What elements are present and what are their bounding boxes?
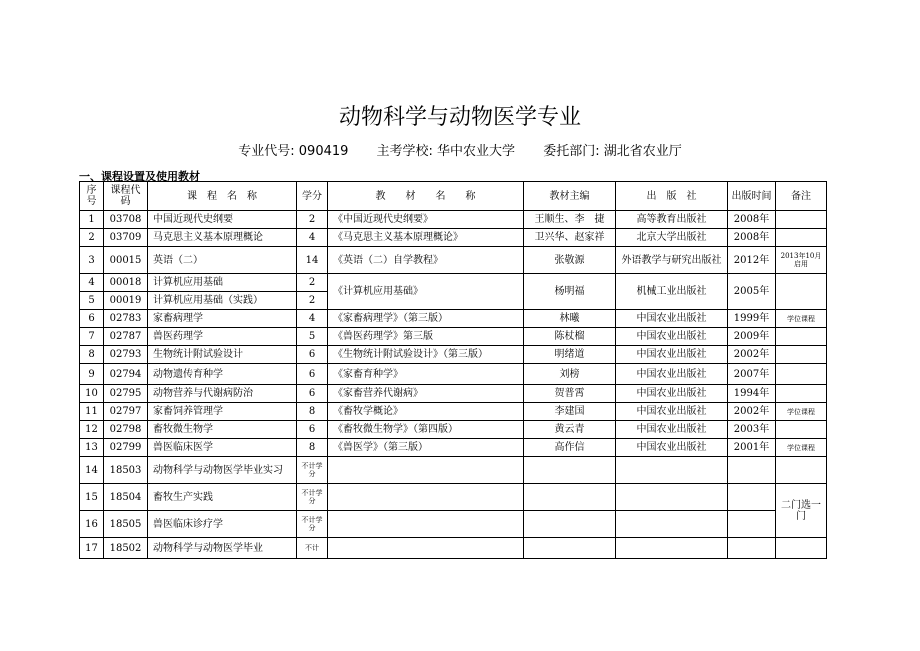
cell-credit: 14 bbox=[297, 247, 328, 274]
cell-code: 02783 bbox=[104, 310, 148, 328]
cell-course: 马克思主义基本原理概论 bbox=[148, 229, 297, 247]
cell-no: 7 bbox=[80, 328, 104, 346]
major-code: 专业代号: 090419 bbox=[238, 144, 349, 159]
cell-publisher: 中国农业出版社 bbox=[616, 364, 728, 385]
cell-course: 计算机应用基础（实践） bbox=[148, 292, 297, 310]
header-course: 课 程 名 称 bbox=[148, 182, 297, 211]
cell-course: 动物遗传育种学 bbox=[148, 364, 297, 385]
page-title: 动物科学与动物医学专业 bbox=[338, 105, 581, 130]
cell-course: 畜牧生产实践 bbox=[148, 484, 297, 511]
cell-course: 计算机应用基础 bbox=[148, 274, 297, 292]
cell-editor: 明绪道 bbox=[524, 346, 616, 364]
cell-publisher: 机械工业出版社 bbox=[616, 274, 728, 310]
header-year: 出版时间 bbox=[728, 182, 776, 211]
cell-course: 中国近现代史纲要 bbox=[148, 211, 297, 229]
table-row bbox=[80, 511, 827, 538]
cell-credit: 不计学分 bbox=[297, 511, 328, 538]
cell-code: 03709 bbox=[104, 229, 148, 247]
cell-year: 2008年 bbox=[728, 229, 776, 247]
cell-publisher: 中国农业出版社 bbox=[616, 328, 728, 346]
cell-book: 《畜牧微生物学》（第四版） bbox=[328, 421, 524, 439]
cell-book: 《兽医药理学》第三版 bbox=[328, 328, 524, 346]
header-note: 备注 bbox=[776, 182, 827, 211]
cell-year bbox=[728, 457, 776, 484]
cell-code: 02799 bbox=[104, 439, 148, 457]
header-code: 课程代码 bbox=[104, 182, 148, 211]
cell-no: 9 bbox=[80, 364, 104, 385]
cell-editor: 黄云青 bbox=[524, 421, 616, 439]
cell-credit: 2 bbox=[297, 274, 328, 292]
cell-note: 学位课程 bbox=[776, 439, 827, 457]
cell-credit: 6 bbox=[297, 421, 328, 439]
cell-code: 18504 bbox=[104, 484, 148, 511]
cell-note bbox=[776, 457, 827, 484]
cell-year: 2012年 bbox=[728, 247, 776, 274]
cell-code: 02798 bbox=[104, 421, 148, 439]
cell-code: 18503 bbox=[104, 457, 148, 484]
cell-editor: 杨明福 bbox=[524, 274, 616, 310]
cell-note bbox=[776, 274, 827, 310]
cell-code: 00015 bbox=[104, 247, 148, 274]
cell-year: 2005年 bbox=[728, 274, 776, 310]
cell-credit: 5 bbox=[297, 328, 328, 346]
cell-no: 12 bbox=[80, 421, 104, 439]
cell-year: 2002年 bbox=[728, 403, 776, 421]
cell-note bbox=[776, 364, 827, 385]
cell-no: 14 bbox=[80, 457, 104, 484]
table-row bbox=[80, 274, 827, 292]
cell-year: 2007年 bbox=[728, 364, 776, 385]
cell-publisher: 高等教育出版社 bbox=[616, 211, 728, 229]
cell-editor bbox=[524, 457, 616, 484]
cell-credit: 6 bbox=[297, 364, 328, 385]
cell-no: 10 bbox=[80, 385, 104, 403]
cell-credit: 8 bbox=[297, 403, 328, 421]
cell-note bbox=[776, 346, 827, 364]
course-table bbox=[79, 181, 827, 559]
host-school: 主考学校: 华中农业大学 bbox=[376, 144, 516, 159]
cell-course: 兽医临床诊疗学 bbox=[148, 511, 297, 538]
cell-course: 动物营养与代谢病防治 bbox=[148, 385, 297, 403]
header-no: 序号 bbox=[80, 182, 104, 211]
cell-credit: 不计 bbox=[297, 538, 328, 559]
cell-code: 02797 bbox=[104, 403, 148, 421]
cell-code: 00019 bbox=[104, 292, 148, 310]
table-row bbox=[80, 484, 827, 511]
cell-book: 《英语（二）自学教程》 bbox=[328, 247, 524, 274]
entrusting-dept: 委托部门: 湖北省农业厅 bbox=[543, 144, 682, 159]
cell-no: 15 bbox=[80, 484, 104, 511]
cell-book: 《马克思主义基本原理概论》 bbox=[328, 229, 524, 247]
cell-book: 《家畜育种学》 bbox=[328, 364, 524, 385]
cell-credit: 4 bbox=[297, 229, 328, 247]
cell-year bbox=[728, 484, 776, 511]
cell-year: 2002年 bbox=[728, 346, 776, 364]
cell-no: 3 bbox=[80, 247, 104, 274]
cell-no: 6 bbox=[80, 310, 104, 328]
table-row bbox=[80, 385, 827, 403]
cell-course: 兽医药理学 bbox=[148, 328, 297, 346]
cell-book bbox=[328, 538, 524, 559]
cell-year bbox=[728, 511, 776, 538]
cell-no: 1 bbox=[80, 211, 104, 229]
cell-no: 13 bbox=[80, 439, 104, 457]
cell-publisher: 中国农业出版社 bbox=[616, 403, 728, 421]
cell-book bbox=[328, 457, 524, 484]
cell-code: 02787 bbox=[104, 328, 148, 346]
cell-editor: 陈杖榴 bbox=[524, 328, 616, 346]
cell-note bbox=[776, 328, 827, 346]
header-publisher: 出 版 社 bbox=[616, 182, 728, 211]
cell-credit: 2 bbox=[297, 211, 328, 229]
cell-course: 动物科学与动物医学毕业实习 bbox=[148, 457, 297, 484]
cell-editor: 李建国 bbox=[524, 403, 616, 421]
cell-publisher bbox=[616, 457, 728, 484]
cell-year: 2009年 bbox=[728, 328, 776, 346]
table-row bbox=[80, 403, 827, 421]
header-book: 教 材 名 称 bbox=[328, 182, 524, 211]
cell-publisher: 中国农业出版社 bbox=[616, 346, 728, 364]
cell-year: 1994年 bbox=[728, 385, 776, 403]
cell-no: 17 bbox=[80, 538, 104, 559]
cell-credit: 4 bbox=[297, 310, 328, 328]
cell-code: 00018 bbox=[104, 274, 148, 292]
cell-editor: 林曦 bbox=[524, 310, 616, 328]
table-row bbox=[80, 439, 827, 457]
cell-course: 英语（二） bbox=[148, 247, 297, 274]
cell-editor bbox=[524, 484, 616, 511]
cell-note: 2013年10月启用 bbox=[776, 247, 827, 274]
cell-credit: 6 bbox=[297, 346, 328, 364]
cell-code: 18505 bbox=[104, 511, 148, 538]
cell-book bbox=[328, 511, 524, 538]
header-editor: 教材主编 bbox=[524, 182, 616, 211]
cell-code: 02794 bbox=[104, 364, 148, 385]
table-row bbox=[80, 211, 827, 229]
cell-year: 1999年 bbox=[728, 310, 776, 328]
cell-year bbox=[728, 538, 776, 559]
cell-no: 5 bbox=[80, 292, 104, 310]
cell-year: 2008年 bbox=[728, 211, 776, 229]
cell-course: 畜牧微生物学 bbox=[148, 421, 297, 439]
cell-note: 学位课程 bbox=[776, 310, 827, 328]
cell-book: 《家畜病理学》（第三版） bbox=[328, 310, 524, 328]
header-row bbox=[80, 182, 827, 211]
cell-code: 03708 bbox=[104, 211, 148, 229]
cell-no: 8 bbox=[80, 346, 104, 364]
cell-book: 《家畜营养代谢病》 bbox=[328, 385, 524, 403]
cell-book bbox=[328, 484, 524, 511]
cell-year: 2001年 bbox=[728, 439, 776, 457]
cell-book: 《计算机应用基础》 bbox=[328, 274, 524, 310]
cell-note: 二门选一门 bbox=[776, 484, 827, 538]
cell-course: 动物科学与动物医学毕业 bbox=[148, 538, 297, 559]
cell-note bbox=[776, 229, 827, 247]
cell-book: 《畜牧学概论》 bbox=[328, 403, 524, 421]
cell-no: 11 bbox=[80, 403, 104, 421]
cell-credit: 6 bbox=[297, 385, 328, 403]
cell-editor: 贺普霄 bbox=[524, 385, 616, 403]
table-row bbox=[80, 538, 827, 559]
cell-course: 兽医临床医学 bbox=[148, 439, 297, 457]
header-credit: 学分 bbox=[297, 182, 328, 211]
cell-publisher bbox=[616, 484, 728, 511]
cell-code: 02795 bbox=[104, 385, 148, 403]
cell-book: 《中国近现代史纲要》 bbox=[328, 211, 524, 229]
cell-note bbox=[776, 211, 827, 229]
cell-note bbox=[776, 385, 827, 403]
cell-book: 《生物统计附试验设计》（第三版） bbox=[328, 346, 524, 364]
cell-editor bbox=[524, 538, 616, 559]
cell-editor bbox=[524, 511, 616, 538]
cell-course: 家畜病理学 bbox=[148, 310, 297, 328]
cell-code: 18502 bbox=[104, 538, 148, 559]
cell-credit: 不计学分 bbox=[297, 457, 328, 484]
cell-code: 02793 bbox=[104, 346, 148, 364]
cell-credit: 2 bbox=[297, 292, 328, 310]
cell-editor: 王顺生、李 捷 bbox=[524, 211, 616, 229]
table-row bbox=[80, 364, 827, 385]
table-row bbox=[80, 457, 827, 484]
cell-editor: 卫兴华、赵家祥 bbox=[524, 229, 616, 247]
cell-note bbox=[776, 538, 827, 559]
cell-publisher bbox=[616, 538, 728, 559]
cell-publisher: 外语教学与研究出版社 bbox=[616, 247, 728, 274]
cell-no: 2 bbox=[80, 229, 104, 247]
subtitle bbox=[0, 140, 920, 159]
cell-publisher: 中国农业出版社 bbox=[616, 310, 728, 328]
cell-credit: 不计学分 bbox=[297, 484, 328, 511]
cell-publisher: 中国农业出版社 bbox=[616, 439, 728, 457]
cell-publisher bbox=[616, 511, 728, 538]
cell-note bbox=[776, 421, 827, 439]
section-title: 一、课程设置及使用教材 bbox=[79, 170, 200, 183]
table-row bbox=[80, 421, 827, 439]
table-row bbox=[80, 229, 827, 247]
cell-course: 生物统计附试验设计 bbox=[148, 346, 297, 364]
cell-publisher: 北京大学出版社 bbox=[616, 229, 728, 247]
cell-year: 2003年 bbox=[728, 421, 776, 439]
table-row bbox=[80, 328, 827, 346]
table-row bbox=[80, 346, 827, 364]
cell-no: 4 bbox=[80, 274, 104, 292]
cell-editor: 刘榜 bbox=[524, 364, 616, 385]
cell-no: 16 bbox=[80, 511, 104, 538]
cell-editor: 张敬源 bbox=[524, 247, 616, 274]
cell-publisher: 中国农业出版社 bbox=[616, 385, 728, 403]
cell-publisher: 中国农业出版社 bbox=[616, 421, 728, 439]
cell-course: 家畜饲养管理学 bbox=[148, 403, 297, 421]
cell-credit: 8 bbox=[297, 439, 328, 457]
cell-editor: 高作信 bbox=[524, 439, 616, 457]
table-row bbox=[80, 310, 827, 328]
table-row bbox=[80, 247, 827, 274]
cell-book: 《兽医学》（第三版） bbox=[328, 439, 524, 457]
cell-note: 学位课程 bbox=[776, 403, 827, 421]
